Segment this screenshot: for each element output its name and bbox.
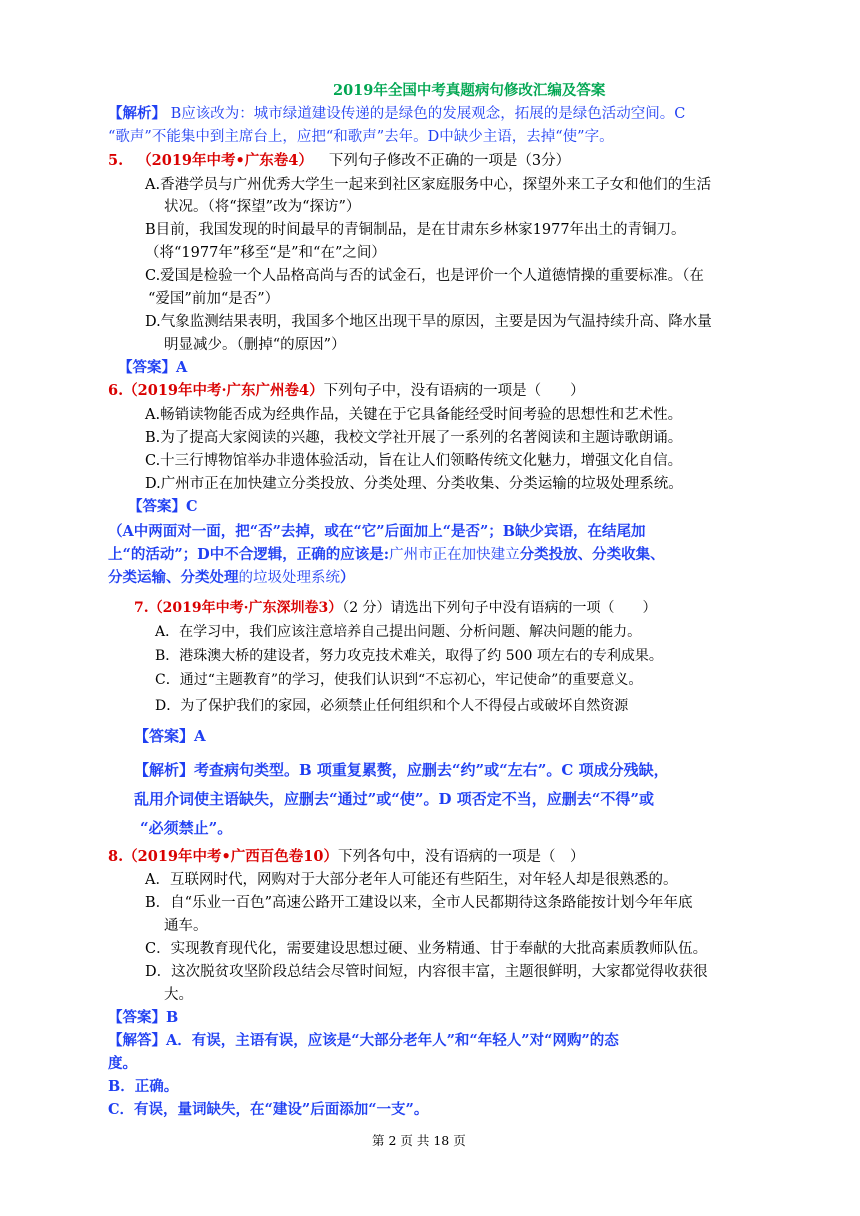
q6-answer [128, 497, 198, 517]
q6-exp3-end: ） [340, 569, 355, 586]
q6-option-b: B.为了提高大家阅读的兴趣，我校文学社开展了一系列的名著阅读和主题诗歌朗诵。 [145, 430, 683, 446]
q6-explanation-2 [108, 545, 665, 565]
q8-option-b: B．自“乐业一百色”高速公路开工建设以来，全市人民都期待这条路能按计划今年年底 [145, 895, 693, 911]
q8-explanation-1 [108, 1031, 619, 1051]
q6-stem: 下列句子中，没有语病的一项是（ ） [323, 383, 585, 399]
q6-option-d: D.广州市正在加快建立分类投放、分类处理、分类收集、分类运输的垃圾处理系统。 [145, 476, 683, 492]
q8-exp-tag: 【解答】 [108, 1032, 166, 1049]
q6-answer-value: C [186, 498, 198, 515]
q7-answer-value: A [194, 727, 206, 745]
intro-line-1 [108, 104, 685, 124]
q5-option-d-cont: 明显减少。（删掉“的原因”） [164, 337, 346, 353]
q6-explanation-1: （A中两面对一面，把“否”去掉，或在“它”后面加上“是否”；B缺少宾语，在结尾加 [108, 523, 646, 540]
q7-option-a: A．在学习中，我们应该注意培养自己提出问题、分析问题、解决问题的能力。 [155, 624, 642, 640]
q7-explanation-3: “必须禁止”。 [140, 819, 233, 837]
q6-explanation-3 [108, 568, 355, 588]
q5-number: 5. [108, 152, 124, 169]
q7-label: 7.（2019年中考·广东深圳卷3） [134, 600, 343, 616]
q5-answer-tag: 【答案】 [118, 359, 176, 376]
q5-source: （2019年中考•广东卷4） [137, 152, 313, 169]
q8-option-a: A．互联网时代，网购对于大部分老年人可能还有些陌生，对年轻人却是很熟悉的。 [145, 872, 678, 888]
q7-answer-tag: 【答案】 [134, 727, 195, 745]
q7-explanation-2: 乱用介词使主语缺失，应删去“通过”或“使”。D 项否定不当，应删去“不得”或 [134, 790, 655, 808]
q5-option-a-cont: 状况。（将“探望”改为“探访”） [164, 199, 361, 215]
q8-option-c: C．实现教育现代化，需要建设思想过硬、业务精通、甘于奉献的大批高素质教师队伍。 [145, 941, 708, 957]
q7-stem: （2 分）请选出下列句子中没有语病的一项（ ） [342, 600, 657, 616]
page-number: 第 2 页 共 18 页 [372, 1133, 466, 1148]
q8-answer-value: B [166, 1009, 179, 1026]
q6-exp2-plain: 广州市正在加快建立 [389, 547, 520, 563]
q7-option-b: B．港珠澳大桥的建设者，努力攻克技术难关，取得了约 500 项左右的专利成果。 [155, 648, 663, 664]
q6-exp2-text: 上“的活动”；D中不合逻辑，正确的应该是: [108, 546, 390, 563]
q8-exp1-text: A．有误，主语有误，应该是“大部分老年人”和“年轻人”对“网购”的态 [166, 1032, 619, 1049]
q5-option-b-cont: （将“1977年”移至“是”和“在”之间） [145, 245, 386, 261]
q7-explanation-1: 【解析】考查病句类型。B 项重复累赘，应删去“约”或“左右”。C 项成分残缺， [134, 761, 669, 779]
q8-option-d: D．这次脱贫攻坚阶段总结会尽管时间短，内容很丰富，主题很鲜明，大家都觉得收获很 [145, 964, 708, 980]
q6-option-c: C.十三行博物馆举办非遗体验活动，旨在让人们领略传统文化魅力，增强文化自信。 [145, 453, 683, 469]
q5-answer-value: A [176, 359, 188, 376]
q8-explanation-2: 度。 [108, 1055, 137, 1072]
q8-option-b-cont: 通车。 [164, 918, 208, 934]
q8-label: 8.（2019年中考•广西百色卷10） [108, 848, 338, 865]
q6-exp3-bold: 分类运输、分类处理 [108, 569, 239, 586]
q6-answer-tag: 【答案】 [128, 498, 186, 515]
intro-text-1: B应该改为：城市绿道建设传递的是绿色的发展观念，拓展的是绿色活动空间。C [166, 106, 686, 122]
q5-option-c: C.爱国是检验一个人品格高尚与否的试金石，也是评价一个人道德情操的重要标准。（在 [145, 268, 704, 284]
q8-stem: 下列各句中，没有语病的一项是（ ） [337, 849, 585, 865]
q8-answer [108, 1008, 178, 1028]
q5-answer [118, 358, 187, 378]
q6-exp2-bold: 分类投放、分类收集、 [519, 546, 665, 563]
q5-stem: 下列句子修改不正确的一项是（3分） [328, 153, 571, 169]
q5-option-d: D.气象监测结果表明，我国多个地区出现干旱的原因，主要是因为气温持续升高、降水量 [145, 314, 712, 330]
q8-option-d-cont: 大。 [164, 987, 193, 1003]
q5-option-a: A.香港学员与广州优秀大学生一起来到社区家庭服务中心，探望外来工子女和他们的生活 [145, 177, 712, 193]
q8-explanation-4: C．有误，量词缺失，在“建设”后面添加“一支”。 [108, 1101, 429, 1118]
q7-answer [134, 726, 206, 746]
q7-option-d: D．为了保护我们的家园，必须禁止任何组织和个人不得侵占或破坏自然资源 [155, 698, 629, 714]
q5-heading [108, 151, 570, 171]
q5-option-b: B目前，我国发现的时间最早的青铜制品，是在甘肃东乡林家1977年出土的青铜刀。 [145, 222, 686, 238]
intro-line-2: “歌声”不能集中到主席台上，应把“和歌声”去年。D中缺少主语，去掉“使”字。 [108, 129, 614, 145]
q8-answer-tag: 【答案】 [108, 1009, 166, 1026]
q6-label: 6.（2019年中考·广东广州卷4） [108, 382, 324, 399]
analysis-tag: 【解析】 [108, 105, 166, 122]
q6-heading [108, 381, 585, 401]
page-title: 2019年全国中考真题病句修改汇编及答案 [333, 82, 606, 99]
q7-heading [134, 598, 657, 618]
q6-exp3-plain: 的垃圾处理系统 [238, 570, 340, 586]
q6-option-a: A.畅销读物能否成为经典作品，关键在于它具备能经受时间考验的思想性和艺术性。 [145, 407, 683, 423]
q7-option-c: C．通过“主题教育”的学习，使我们认识到“不忘初心，牢记使命”的重要意义。 [155, 672, 643, 688]
q8-heading [108, 847, 584, 867]
q8-explanation-3: B．正确。 [108, 1078, 179, 1095]
q5-option-c-cont: “爱国”前加“是否”） [148, 291, 280, 307]
